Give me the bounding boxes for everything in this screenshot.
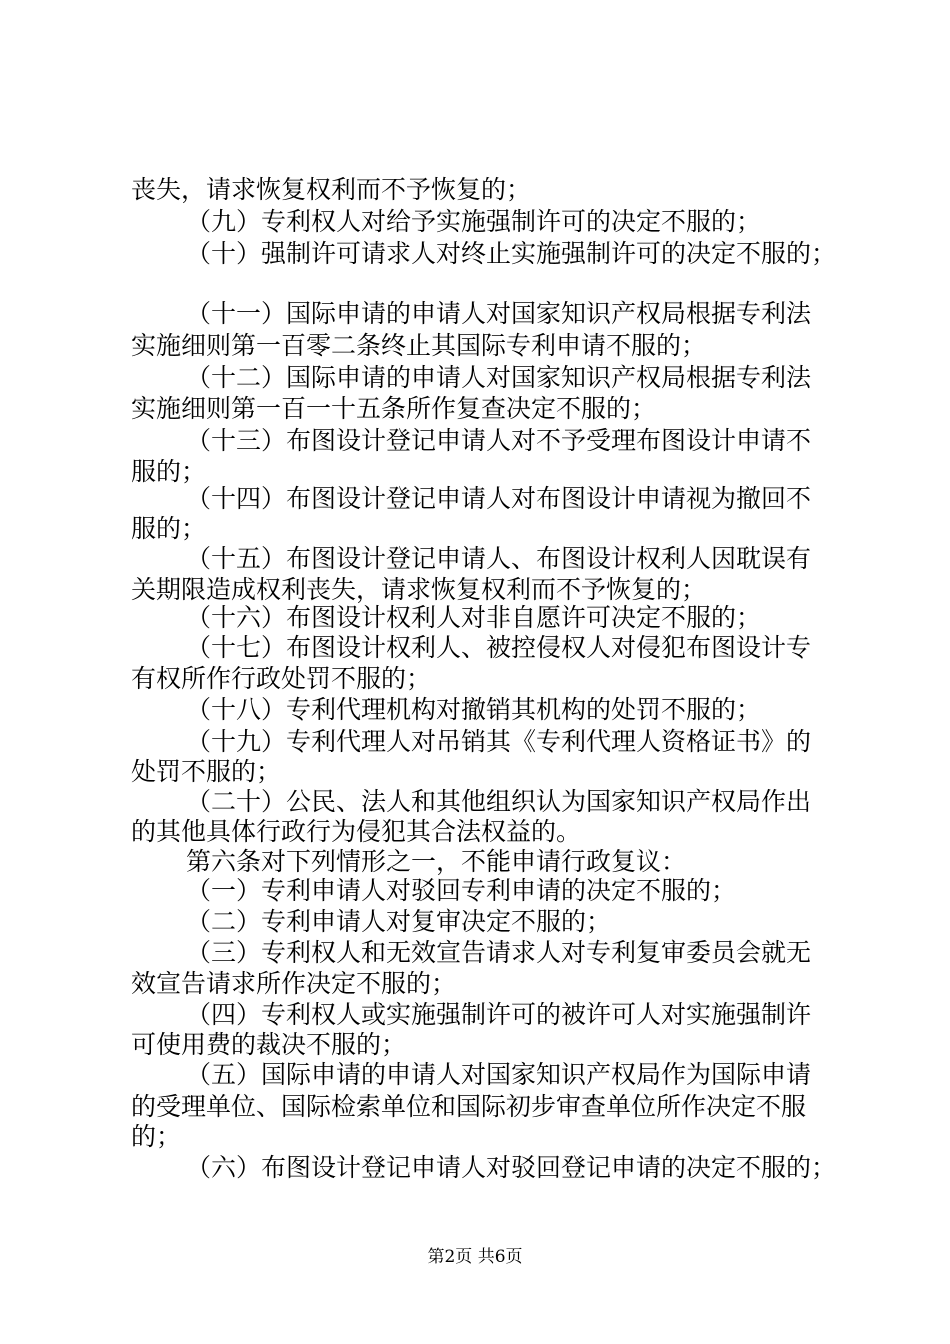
text-line: 关期限造成权利丧失，请求恢复权利而不予恢复的； (131, 575, 707, 604)
text-line: 处罚不服的； (131, 757, 282, 786)
page-number: 第2页 共6页 (427, 1247, 523, 1267)
text-line: 第六条对下列情形之一，不能申请行政复议： (186, 847, 687, 876)
text-line: （三）专利权人和无效宣告请求人对专利复审委员会就无 (186, 938, 812, 967)
text-line: （十七）布图设计权利人、被控侵权人对侵犯布图设计专 (186, 633, 812, 662)
text-line: （十六）布图设计权利人对非自愿许可决定不服的； (186, 603, 762, 632)
text-line: 实施细则第一百一十五条所作复查决定不服的； (131, 394, 657, 423)
text-line: （二十）公民、法人和其他组织认为国家知识产权局作出 (186, 787, 812, 816)
text-line: 服的； (131, 514, 207, 543)
text-line: （十八）专利代理机构对撤销其机构的处罚不服的； (186, 695, 762, 724)
text-line: （五）国际申请的申请人对国家知识产权局作为国际申请 (186, 1060, 812, 1089)
text-line: 丧失，请求恢复权利而不予恢复的； (131, 175, 532, 204)
text-line: （四）专利权人或实施强制许可的被许可人对实施强制许 (186, 1000, 812, 1029)
text-line: 可使用费的裁决不服的； (131, 1030, 407, 1059)
text-line: 效宣告请求所作决定不服的； (131, 969, 457, 998)
text-line: 的； (131, 1122, 182, 1151)
text-line: （十二）国际申请的申请人对国家知识产权局根据专利法 (186, 363, 812, 392)
text-line: （十一）国际申请的申请人对国家知识产权局根据专利法 (186, 299, 812, 328)
text-line: （十五）布图设计登记申请人、布图设计权利人因耽误有 (186, 544, 812, 573)
text-line: （十四）布图设计登记申请人对布图设计申请视为撤回不 (186, 484, 812, 513)
text-line: （十九）专利代理人对吊销其《专利代理人资格证书》的 (186, 727, 812, 756)
text-line: （一）专利申请人对驳回专利申请的决定不服的； (186, 876, 737, 905)
text-line: 有权所作行政处罚不服的； (131, 664, 432, 693)
text-line: 实施细则第一百零二条终止其国际专利申请不服的； (131, 331, 707, 360)
text-line: 的受理单位、国际检索单位和国际初步审查单位所作决定不服 (131, 1092, 807, 1121)
text-line: 的其他具体行政行为侵犯其合法权益的。 (131, 817, 582, 846)
text-line: （六）布图设计登记申请人对驳回登记申请的决定不服的； (186, 1153, 837, 1182)
text-line: 服的； (131, 457, 207, 486)
text-line: （十）强制许可请求人对终止实施强制许可的决定不服的； (186, 239, 837, 268)
text-line: （九）专利权人对给予实施强制许可的决定不服的； (186, 207, 762, 236)
text-line: （十三）布图设计登记申请人对不予受理布图设计申请不 (186, 426, 812, 455)
text-line: （二）专利申请人对复审决定不服的； (186, 907, 612, 936)
